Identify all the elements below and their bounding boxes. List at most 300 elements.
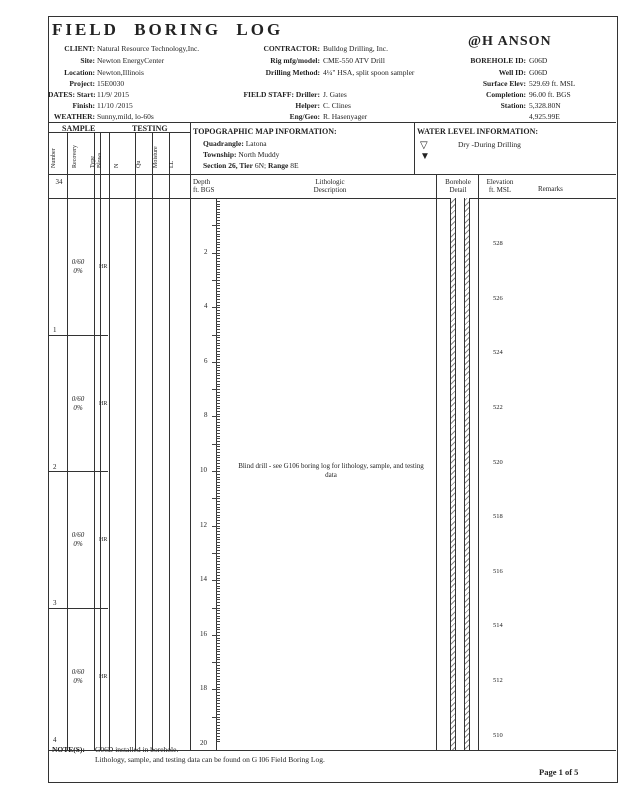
elevation-header: Elevation ft. MSL: [486, 178, 514, 194]
depth-tick: [216, 452, 220, 453]
note-line: Lithology, sample, and testing data can be found on G I06 Field Boring Log.: [95, 755, 325, 764]
depth-tick: [212, 335, 220, 336]
header-left-value: Sunny,mild, lo-60s: [97, 112, 154, 121]
depth-tick: [216, 597, 220, 598]
depth-tick: [216, 214, 220, 215]
depth-tick: [216, 487, 220, 488]
header-left-label: Finish:: [72, 101, 95, 110]
header-mid-value: R. Hasenyager: [323, 112, 368, 121]
depth-tick: [216, 638, 220, 639]
column-line: [94, 132, 95, 750]
depth-tick: [216, 386, 220, 387]
depth-tick: [216, 504, 220, 505]
section-label: Section 26, Tier: [203, 161, 253, 170]
sample-recovery-percent: 0%: [73, 403, 83, 412]
depth-tick: [216, 561, 220, 562]
sample-recovery: 0/60: [71, 394, 85, 403]
lithologic-description: Blind drill - see G106 boring log for lithology, sample, and testing data: [238, 462, 424, 479]
depth-tick: [216, 378, 220, 379]
depth-tick: [216, 446, 220, 447]
depth-tick: [216, 310, 220, 311]
depth-tick: [212, 471, 220, 472]
depth-tick: [216, 605, 220, 606]
depth-tick: [216, 354, 220, 355]
depth-tick: [216, 321, 220, 322]
column-line: [152, 132, 153, 750]
depth-tick: [216, 665, 220, 666]
depth-tick: [216, 572, 220, 573]
header-mid-label: CONTRACTOR:: [263, 44, 320, 53]
depth-tick: [216, 640, 220, 641]
depth-tick: [216, 586, 220, 587]
depth-tick: [216, 206, 220, 207]
depth-tick: [216, 567, 220, 568]
depth-tick: [216, 269, 220, 270]
testing-subheader: LL: [169, 160, 175, 168]
depth-tick: [216, 291, 220, 292]
depth-tick: [216, 676, 220, 677]
depth-tick: [216, 512, 220, 513]
header-mid-value: J. Gates: [323, 90, 347, 99]
depth-tick: [216, 427, 220, 428]
sample-type: HR: [99, 400, 108, 407]
depth-tick: [216, 285, 220, 286]
depth-tick: [216, 315, 220, 316]
header-left-value: Newton,Illinois: [97, 68, 144, 77]
depth-tick: [216, 266, 220, 267]
notes-label: NOTE(S):: [52, 745, 85, 754]
column-line: [190, 122, 191, 750]
depth-tick: [216, 274, 220, 275]
depth-tick: [216, 684, 220, 685]
depth-tick: [216, 542, 220, 543]
page-title: FIELD BORING LOG: [52, 20, 284, 39]
column-line: [100, 132, 101, 750]
depth-tick: [212, 635, 220, 636]
header-mid-label: Helper:: [295, 101, 320, 110]
depth-tick: [212, 225, 220, 226]
quadrangle-label: Quadrangle:: [203, 139, 244, 148]
depth-tick: [216, 714, 220, 715]
depth-label: 16: [200, 629, 207, 638]
depth-tick: [216, 654, 220, 655]
depth-tick: [216, 326, 220, 327]
sample-recovery-percent: 0%: [73, 676, 83, 685]
depth-tick: [216, 719, 220, 720]
depth-label: 10: [200, 466, 207, 474]
depth-label: 6: [204, 356, 208, 365]
depth-tick: [216, 201, 220, 202]
depth-tick: [216, 422, 220, 423]
depth-tick: [216, 651, 220, 652]
elevation-label: 520: [493, 458, 503, 466]
depth-tick: [216, 482, 220, 483]
depth-tick: [216, 610, 220, 611]
depth-tick: [212, 389, 220, 390]
depth-tick: [216, 725, 220, 726]
elevation-label: 514: [493, 622, 503, 630]
depth-tick: [216, 602, 220, 603]
depth-tick: [216, 430, 220, 431]
sample-recovery: 0/60: [71, 531, 85, 539]
depth-tick: [216, 356, 220, 357]
depth-tick: [216, 490, 220, 491]
page-number: Page 1 of 5: [539, 767, 579, 777]
water-level-icon: ▽ ▼: [420, 140, 430, 162]
depth-tick: [216, 528, 220, 529]
header-mid-value: CME-550 ATV Drill: [323, 56, 385, 65]
header-left-value: 11/9/ 2015: [97, 90, 130, 99]
depth-tick: [216, 436, 220, 437]
depth-tick: [216, 220, 220, 221]
depth-tick: [216, 340, 220, 341]
borehole-header: Borehole Detail: [445, 178, 471, 194]
header-right-label: Well ID:: [498, 68, 526, 77]
depth-tick: [216, 509, 220, 510]
range-value: 8E: [290, 161, 299, 170]
depth-tick: [216, 258, 220, 259]
header-left-label: CLIENT:: [64, 44, 95, 53]
header-right-label: Surface Elev:: [482, 79, 526, 88]
depth-tick: [216, 294, 220, 295]
depth-tick: [216, 583, 220, 584]
depth-tick: [216, 255, 220, 256]
depth-tick: [216, 479, 220, 480]
depth-tick: [216, 673, 220, 674]
depth-tick: [216, 706, 220, 707]
depth-tick: [216, 657, 220, 658]
column-line: [135, 132, 136, 750]
topo-title: TOPOGRAPHIC MAP INFORMATION:: [193, 127, 337, 136]
depth-tick: [216, 231, 220, 232]
depth-tick: [216, 375, 220, 376]
depth-tick: [216, 709, 220, 710]
depth-tick: [216, 359, 220, 360]
header-mid-value: Bulldog Drilling, Inc.: [323, 44, 388, 53]
depth-tick: [212, 307, 220, 308]
header-right-value: 96.00 ft. BGS: [529, 90, 571, 99]
depth-tick: [216, 501, 220, 502]
depth-tick: [212, 416, 220, 417]
depth-tick: [216, 477, 220, 478]
depth-tick: [216, 659, 220, 660]
depth-tick: [216, 449, 220, 450]
depth-tick: [216, 722, 220, 723]
depth-tick: [216, 348, 220, 349]
header-left-value: 11/10 /2015: [97, 101, 133, 110]
depth-tick: [216, 646, 220, 647]
header-left-label: Site:: [80, 56, 95, 65]
elevation-label: 526: [493, 294, 503, 302]
elevation-label: 522: [493, 403, 503, 411]
depth-tick: [216, 345, 220, 346]
header-right-value: G06D: [529, 68, 548, 77]
depth-tick: [216, 531, 220, 532]
column-line: [414, 122, 415, 174]
depth-tick: [216, 296, 220, 297]
depth-tick: [216, 621, 220, 622]
header-mid-label: Eng/Geo:: [289, 112, 320, 121]
depth-tick: [216, 700, 220, 701]
depth-label: 2: [204, 247, 208, 256]
header-left-value: 15E0030: [97, 79, 125, 88]
depth-tick: [216, 395, 220, 396]
sample-recovery: 0/60: [71, 667, 85, 676]
depth-tick: [216, 616, 220, 617]
depth-tick: [216, 329, 220, 330]
sample-number: 2: [53, 462, 57, 471]
depth-tick: [216, 261, 220, 262]
header-mid-label: Rig mfg/model:: [270, 56, 320, 65]
depth-tick: [216, 242, 220, 243]
elevation-label: 516: [493, 567, 503, 575]
testing-header: TESTING: [132, 124, 168, 133]
depth-label: 18: [200, 684, 207, 693]
depth-tick: [216, 520, 220, 521]
depth-tick: [216, 441, 220, 442]
depth-tick: [216, 627, 220, 628]
depth-tick: [216, 539, 220, 540]
depth-tick: [216, 468, 220, 469]
depth-tick: [216, 217, 220, 218]
depth-tick: [216, 433, 220, 434]
water-title: WATER LEVEL INFORMATION:: [417, 127, 539, 136]
depth-tick: [216, 406, 220, 407]
depth-tick: [216, 236, 220, 237]
depth-tick: [216, 564, 220, 565]
range-label: Range: [267, 161, 289, 170]
depth-tick: [216, 711, 220, 712]
depth-tick: [216, 578, 220, 579]
testing-subheader: Type: [90, 156, 96, 168]
testing-subheader: Recovery: [72, 145, 78, 168]
depth-tick: [212, 580, 220, 581]
sample-divider: [48, 471, 108, 472]
testing-subheader: Moisture: [153, 146, 159, 168]
sample-recovery-percent: 0%: [73, 540, 83, 548]
depth-tick: [216, 302, 220, 303]
depth-tick: [216, 343, 220, 344]
depth-tick: [216, 204, 220, 205]
sample-header: SAMPLE: [62, 124, 96, 133]
header-left-value: Newton EnergyCenter: [97, 56, 165, 65]
depth-tick: [216, 591, 220, 592]
depth-tick: [216, 741, 220, 742]
depth-tick: [216, 414, 220, 415]
depth-tick: [216, 613, 220, 614]
depth-tick: [216, 730, 220, 731]
sample-recovery-percent: 0%: [73, 267, 83, 275]
depth-tick: [212, 444, 220, 445]
depth-tick: [212, 553, 220, 554]
column-line: [436, 174, 437, 750]
depth-tick: [216, 466, 220, 467]
depth-tick: [216, 367, 220, 368]
tier-value: 6N;: [254, 161, 267, 170]
depth-tick: [216, 523, 220, 524]
depth-tick: [216, 283, 220, 284]
sample-type: HR: [99, 264, 108, 270]
depth-tick: [216, 515, 220, 516]
depth-tick: [216, 460, 220, 461]
depth-tick: [212, 717, 220, 718]
depth-tick: [216, 698, 220, 699]
column-line: [169, 132, 170, 750]
depth-tick: [216, 337, 220, 338]
depth-tick: [216, 687, 220, 688]
depth-tick: [216, 599, 220, 600]
sample-number: 3: [53, 599, 57, 607]
header-left-label: Project:: [69, 79, 95, 88]
depth-tick: [216, 545, 220, 546]
depth-tick: [216, 384, 220, 385]
elevation-label: 510: [493, 731, 503, 739]
divider: [48, 198, 616, 199]
depth-tick: [216, 419, 220, 420]
depth-tick: [216, 537, 220, 538]
depth-tick: [216, 324, 220, 325]
header-right-value: G06D: [529, 56, 548, 65]
depth-tick: [216, 556, 220, 557]
sample-type: HR: [99, 537, 108, 543]
testing-subheader: N: [114, 163, 120, 168]
depth-tick: [216, 212, 220, 213]
depth-tick: [216, 594, 220, 595]
depth-label: 12: [200, 520, 207, 529]
testing-subheader: Qu: [136, 160, 142, 168]
sample-divider: [48, 608, 108, 609]
township-label: Township:: [203, 150, 237, 159]
depth-tick: [216, 558, 220, 559]
depth-tick: [216, 474, 220, 475]
elevation-label: 524: [493, 349, 503, 357]
depth-tick: [216, 277, 220, 278]
depth-tick: [216, 455, 220, 456]
depth-tick: [216, 373, 220, 374]
depth-tick: [216, 643, 220, 644]
header-right-value: 4,925.99E: [529, 112, 560, 121]
depth-tick: [216, 397, 220, 398]
depth-tick: [216, 313, 220, 314]
depth-tick: [216, 733, 220, 734]
depth-tick: [216, 370, 220, 371]
depth-tick: [216, 695, 220, 696]
depth-tick: [216, 629, 220, 630]
depth-tick: [216, 485, 220, 486]
depth-tick: [216, 703, 220, 704]
depth-tick: [216, 318, 220, 319]
depth-label: 4: [204, 302, 208, 311]
depth-tick: [216, 507, 220, 508]
depth-tick: [216, 550, 220, 551]
depth-tick: [216, 493, 220, 494]
column-line: [67, 132, 68, 750]
column-line: [109, 132, 110, 750]
depth-tick: [216, 438, 220, 439]
depth-tick: [216, 728, 220, 729]
depth-tick: [216, 425, 220, 426]
depth-tick: [216, 400, 220, 401]
section-row: [203, 161, 299, 170]
depth-tick: [216, 534, 220, 535]
depth-tick: [212, 689, 220, 690]
depth-tick: [216, 288, 220, 289]
depth-tick: [216, 649, 220, 650]
company-logo: @H ANSON: [468, 34, 552, 49]
depth-tick: [212, 608, 220, 609]
depth-header: Depth ft. BGS: [193, 178, 215, 194]
sample-number-label: 34: [55, 178, 63, 186]
sample-number: 1: [53, 326, 57, 334]
depth-tick: [216, 569, 220, 570]
header-mid-value: C. Clines: [323, 101, 351, 110]
depth-label: 8: [204, 411, 208, 420]
depth-tick: [216, 679, 220, 680]
depth-tick: [216, 365, 220, 366]
sample-divider: [48, 335, 108, 336]
header-right-label: Completion:: [486, 90, 526, 99]
header-right-value: 5,328.80N: [529, 101, 561, 110]
depth-tick: [216, 408, 220, 409]
depth-tick: [216, 392, 220, 393]
depth-tick: [216, 264, 220, 265]
column-line: [478, 174, 479, 750]
sample-type: HR: [99, 673, 108, 680]
elevation-label: 518: [493, 513, 503, 521]
divider: [48, 122, 616, 123]
note-line: G06D installed in borehole.: [95, 745, 179, 754]
water-note: Dry -During Drilling: [458, 140, 521, 149]
depth-tick: [212, 362, 220, 363]
sample-recovery: 0/60: [71, 258, 85, 266]
depth-tick: [216, 351, 220, 352]
quadrangle-row: [203, 139, 267, 148]
depth-tick: [216, 332, 220, 333]
depth-tick: [216, 618, 220, 619]
well-pipe: [455, 198, 465, 750]
remarks-header: Remarks: [538, 185, 563, 193]
depth-tick: [216, 624, 220, 625]
header-mid-label: FIELD STAFF: Driller:: [243, 90, 320, 99]
quadrangle-value: Latona: [245, 139, 267, 148]
depth-tick: [216, 244, 220, 245]
depth-tick: [216, 681, 220, 682]
elevation-label: 512: [493, 676, 503, 684]
depth-tick: [216, 209, 220, 210]
header-left-label: WEATHER:: [53, 112, 95, 121]
depth-tick: [216, 228, 220, 229]
elevation-label: 528: [493, 240, 503, 248]
depth-tick: [212, 526, 220, 527]
depth-tick: [216, 517, 220, 518]
depth-tick: [216, 692, 220, 693]
depth-tick: [216, 239, 220, 240]
header-left-label: DATES: Start:: [48, 90, 96, 99]
header-left-label: Location:: [64, 68, 95, 77]
depth-tick: [216, 381, 220, 382]
depth-tick: [216, 272, 220, 273]
depth-label: 20: [200, 739, 207, 747]
lithologic-header: Lithologic Description: [313, 178, 347, 194]
depth-tick: [216, 250, 220, 251]
depth-tick: [212, 253, 220, 254]
header-left-value: Natural Resource Technology,Inc.: [97, 44, 200, 53]
testing-subheader: Number: [51, 148, 57, 168]
header-right-label: Station:: [500, 101, 526, 110]
header-mid-value: 4¼" HSA, split spoon sampler: [323, 68, 415, 77]
testing-subheader: Blows: [97, 152, 103, 168]
depth-tick: [216, 305, 220, 306]
